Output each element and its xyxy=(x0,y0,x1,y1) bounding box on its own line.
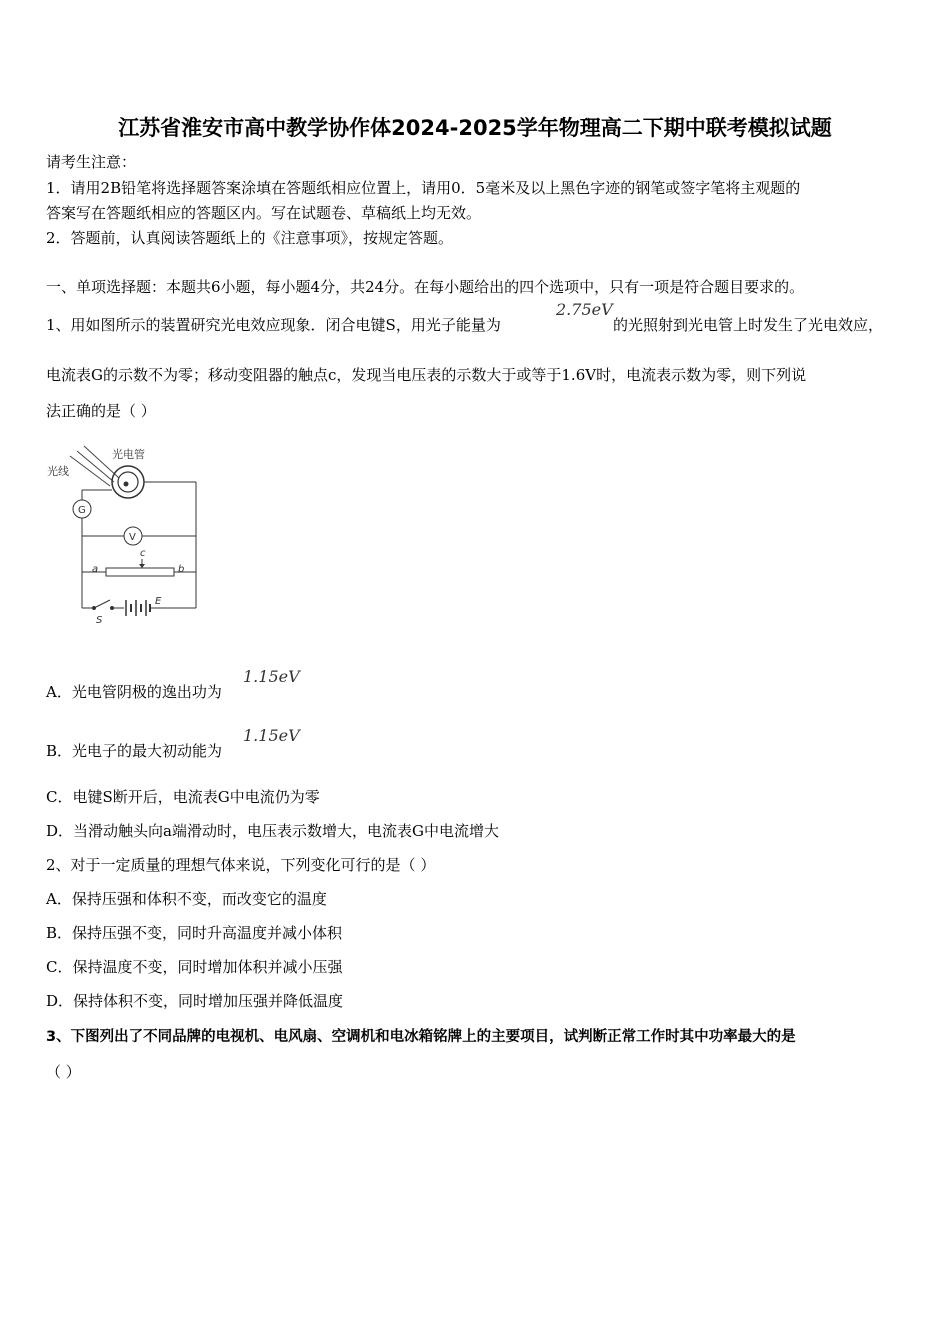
phototube-cathode xyxy=(118,472,138,492)
q1-line-3: 法正确的是（ ） xyxy=(46,402,156,420)
q1-option-c: C．电键S断开后，电流表G中电流仍为零 xyxy=(46,788,320,806)
slider-arrow xyxy=(139,564,145,568)
tube-label: 光电管 xyxy=(112,448,145,461)
rheostat xyxy=(106,568,174,576)
q3-paren: （ ） xyxy=(46,1063,81,1081)
q2-option-c: C．保持温度不变，同时增加体积并减小压强 xyxy=(46,958,343,976)
notice-line-1: 1．请用2B铅笔将选择题答案涂填在答题纸相应位置上，请用0．5毫米及以上黑色字迹的钢笔或签字笔将主观题的 xyxy=(46,179,801,197)
q1-line-2: 电流表G的示数不为零；移动变阻器的触点c，发现当电压表的示数大于或等于1.6V时，电流表示数为零，则下列说 xyxy=(46,366,807,384)
q2-option-b: B．保持压强不变，同时升高温度并减小体积 xyxy=(46,924,343,942)
circuit-diagram xyxy=(44,438,204,628)
section-heading: 一、单项选择题：本题共6小题，每小题4分，共24分。在每小题给出的四个选项中，只有一项是符合题目要求的。 xyxy=(46,278,805,296)
light-ray xyxy=(77,451,114,482)
q1-option-d: D．当滑动触头向a端滑动时，电压表示数增大，电流表G中电流增大 xyxy=(46,822,499,840)
q1-energy: 2.75eV xyxy=(556,300,613,319)
q2-option-a: A．保持压强和体积不变，而改变它的温度 xyxy=(46,890,327,908)
q1-option-a: A．光电管阴极的逸出功为 xyxy=(46,683,222,701)
battery-label: E xyxy=(155,596,162,607)
galvanometer-label: G xyxy=(78,505,86,516)
notice-line-2: 答案写在答题纸相应的答题区内。写在试题卷、草稿纸上均无效。 xyxy=(46,204,482,222)
voltmeter-label: V xyxy=(129,532,136,543)
q1-option-b-value: 1.15eV xyxy=(243,726,300,745)
switch-label: S xyxy=(96,615,103,626)
light-label: 光线 xyxy=(47,465,69,478)
q1-line-1a: 1、用如图所示的装置研究光电效应现象．闭合电键S，用光子能量为 xyxy=(46,316,501,334)
phototube-anode xyxy=(124,482,129,487)
slider-label: c xyxy=(140,548,146,559)
q2-option-d: D．保持体积不变，同时增加压强并降低温度 xyxy=(46,992,344,1010)
notice-line-3: 2．答题前，认真阅读答题纸上的《注意事项》，按规定答题。 xyxy=(46,229,454,247)
q2-stem: 2、对于一定质量的理想气体来说，下列变化可行的是（ ） xyxy=(46,856,436,874)
switch xyxy=(94,600,110,608)
rheostat-end-a: a xyxy=(92,564,99,575)
rheostat-end-b: b xyxy=(178,564,185,575)
page-title: 江苏省淮安市高中教学协作体2024-2025学年物理高二下期中联考模拟试题 xyxy=(118,116,832,140)
q1-option-a-value: 1.15eV xyxy=(243,667,300,686)
phototube xyxy=(112,466,144,498)
q3-stem: 3、下图列出了不同品牌的电视机、电风扇、空调机和电冰箱铭牌上的主要项目，试判断正常工作时其中功率最大的是 xyxy=(46,1029,796,1045)
notice-heading: 请考生注意： xyxy=(46,153,137,171)
q1-line-1b: 的光照射到光电管上时发生了光电效应， xyxy=(613,316,884,334)
q1-option-b: B．光电子的最大初动能为 xyxy=(46,742,223,760)
light-ray xyxy=(70,456,110,486)
